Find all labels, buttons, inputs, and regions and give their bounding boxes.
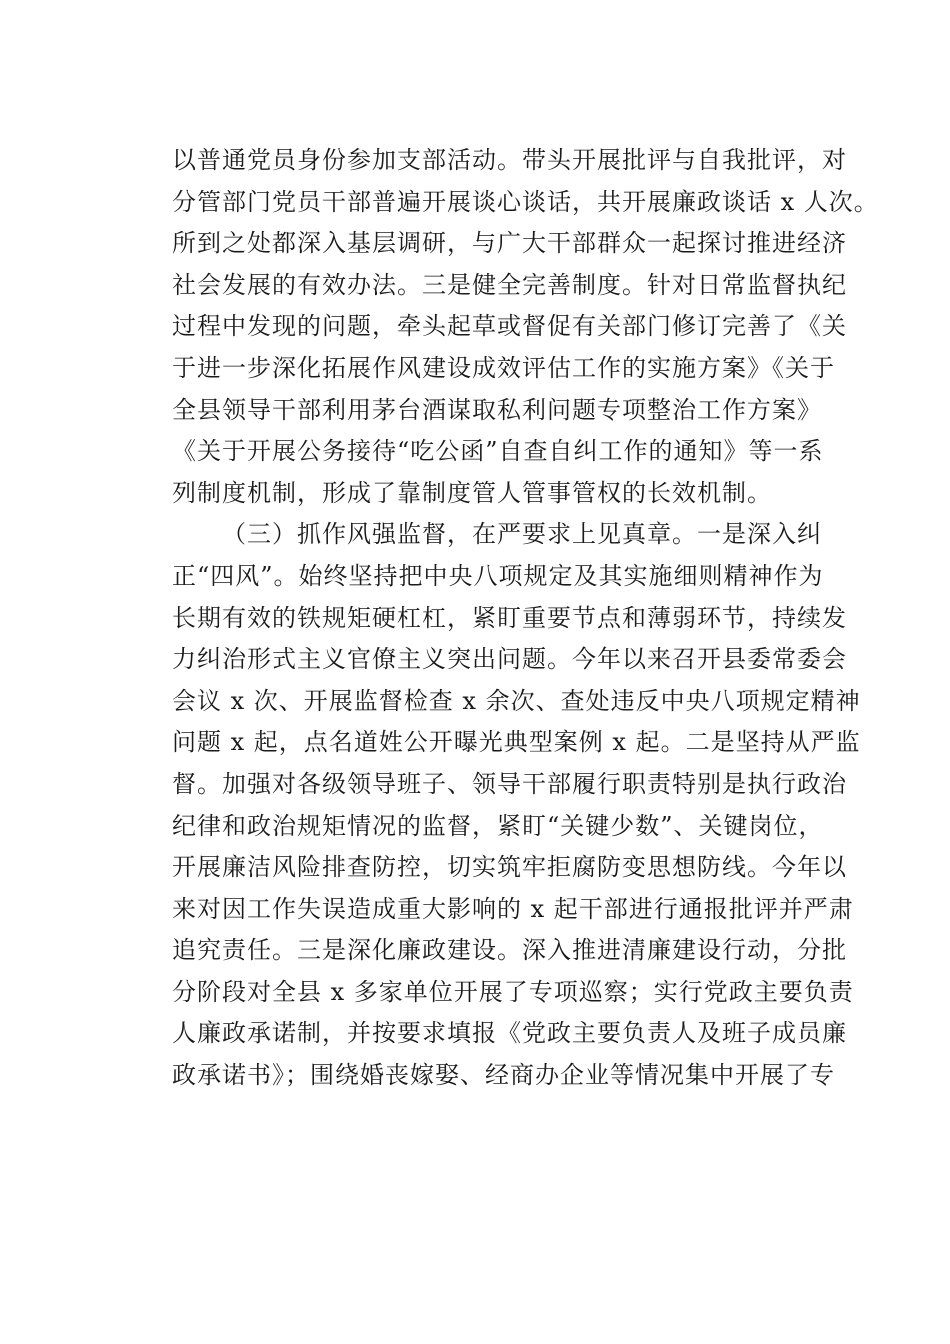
text-line: 政承诺书》；围绕婚丧嫁娶、经商办企业等情况集中开展了专 [172, 1061, 835, 1090]
text-line: 《关于开展公务接待“吃公函”自查自纠工作的通知》等一系 [172, 437, 824, 466]
text-line: 来对因工作失误造成重大影响的 x 起干部进行通报批评并严肃 [172, 894, 854, 923]
body-text [172, 140, 879, 1097]
text-line: 所到之处都深入基层调研，与广大干部群众一起探讨推进经济 [172, 229, 847, 258]
text-line: 正“四风”。始终坚持把中央八项规定及其实施细则精神作为 [172, 561, 824, 590]
text-line: 长期有效的铁规矩硬杠杠，紧盯重要节点和薄弱环节，持续发 [172, 603, 847, 632]
section-heading-line: （三）抓作风强监督，在严要求上见真章。一是深入纠 [222, 520, 822, 549]
text-line: 分阶段对全县 x 多家单位开展了专项巡察；实行党政主要负责 [172, 977, 854, 1006]
text-line: 人廉政承诺制，并按要求填报《党政主要负责人及班子成员廉 [172, 1019, 847, 1048]
text-line: 纪律和政治规矩情况的监督，紧盯“关键少数”、关键岗位， [172, 811, 824, 840]
text-line: 社会发展的有效办法。三是健全完善制度。针对日常监督执纪 [172, 270, 847, 299]
text-line: 力纠治形式主义官僚主义突出问题。今年以来召开县委常委会 [172, 645, 847, 674]
text-line: 会议 x 次、开展监督检查 x 余次、查处违反中央八项规定精神 [172, 686, 861, 715]
text-line: 督。加强对各级领导班子、领导干部履行职责特别是执行政治 [172, 769, 847, 798]
text-line: 以普通党员身份参加支部活动。带头开展批评与自我批评，对 [172, 146, 847, 174]
text-line: 分管部门党员干部普遍开展谈心谈话，共开展廉政谈话 x 人次。 [172, 187, 879, 216]
text-line: 过程中发现的问题，牵头起草或督促有关部门修订完善了《关 [172, 312, 847, 341]
text-line: 列制度机制，形成了靠制度管人管事管权的长效机制。 [172, 478, 772, 507]
text-line: 追究责任。三是深化廉政建设。深入推进清廉建设行动，分批 [172, 936, 847, 965]
text-line: 问题 x 起，点名道姓公开曝光典型案例 x 起。二是坚持从严监 [172, 728, 861, 757]
text-line: 开展廉洁风险排查防控，切实筑牢拒腐防变思想防线。今年以 [172, 853, 847, 882]
text-line: 于进一步深化拓展作风建设成效评估工作的实施方案》《关于 [172, 353, 835, 382]
text-line: 全县领导干部利用茅台酒谋取私利问题专项整治工作方案》 [172, 395, 822, 424]
